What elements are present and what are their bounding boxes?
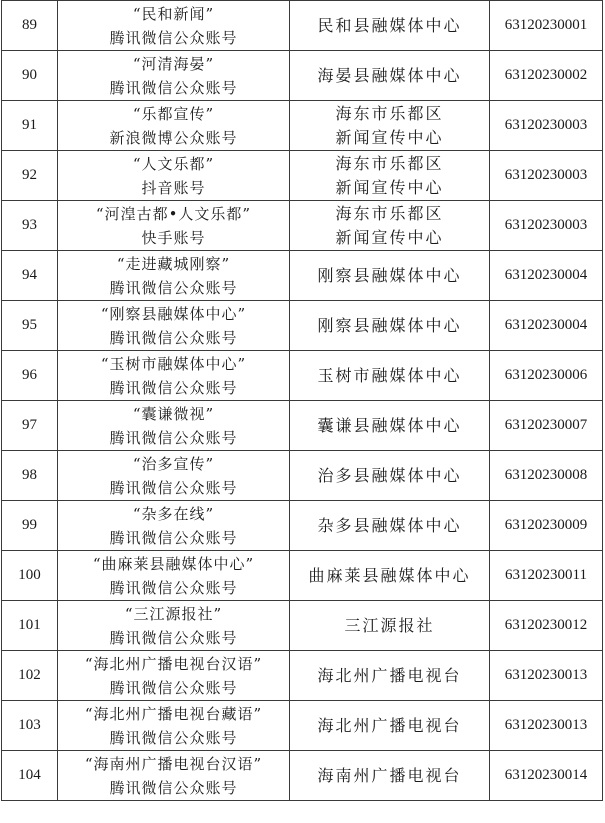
registration-code: 63120230012 (490, 601, 603, 651)
table-row (2, 651, 603, 701)
registration-code: 63120230013 (490, 701, 603, 751)
table-row (2, 301, 603, 351)
account-platform: 腾讯微信公众账号 (109, 328, 238, 347)
row-number: 94 (2, 251, 58, 301)
account-name: “河清海晏” (132, 54, 215, 73)
registration-code: 63120230004 (490, 301, 603, 351)
account-name: “走进藏城刚察” (116, 254, 231, 273)
table-row (2, 51, 603, 101)
table-row (2, 601, 603, 651)
account-name: “人文乐都” (132, 154, 215, 173)
organization-cell (290, 601, 490, 651)
organization-cell (290, 551, 490, 601)
row-number: 104 (2, 751, 58, 801)
account-platform: 腾讯微信公众账号 (109, 778, 238, 797)
registration-code: 63120230011 (490, 551, 603, 601)
table-row (2, 551, 603, 601)
account-name: “海南州广播电视台汉语” (84, 754, 263, 773)
organization-name-line: 新闻宣传中心 (335, 177, 444, 197)
row-number: 92 (2, 151, 58, 201)
table-row (2, 501, 603, 551)
table-row (2, 101, 603, 151)
registration-code: 63120230007 (490, 401, 603, 451)
organization-cell (290, 751, 490, 801)
organization-name-line: 民和县融媒体中心 (317, 15, 462, 35)
organization-cell (290, 701, 490, 751)
organization-cell (290, 201, 490, 251)
organization-cell (290, 301, 490, 351)
registration-code: 63120230002 (490, 51, 603, 101)
account-name: “刚察县融媒体中心” (100, 304, 247, 323)
account-name: “民和新闻” (132, 4, 215, 23)
registration-code: 63120230014 (490, 751, 603, 801)
account-cell (58, 601, 290, 651)
organization-name-line: 新闻宣传中心 (335, 127, 444, 147)
account-platform: 抖音账号 (141, 178, 206, 197)
organization-name-line: 海东市乐都区 (335, 153, 444, 173)
table-row (2, 751, 603, 801)
organization-name-line: 囊谦县融媒体中心 (317, 415, 462, 435)
table-row (2, 151, 603, 201)
account-cell (58, 701, 290, 751)
account-platform: 腾讯微信公众账号 (109, 28, 238, 47)
account-platform: 腾讯微信公众账号 (109, 578, 238, 597)
account-name: “河湟古都•人文乐都” (95, 204, 252, 223)
account-name: “治多宣传” (132, 454, 215, 473)
registration-code: 63120230003 (490, 101, 603, 151)
account-name: “乐都宣传” (132, 104, 215, 123)
account-cell (58, 1, 290, 51)
organization-name-line: 玉树市融媒体中心 (317, 365, 462, 385)
account-platform: 新浪微博公众账号 (109, 128, 238, 147)
account-platform: 腾讯微信公众账号 (109, 678, 238, 697)
row-number: 90 (2, 51, 58, 101)
organization-cell (290, 101, 490, 151)
account-name: “海北州广播电视台汉语” (84, 654, 263, 673)
row-number: 97 (2, 401, 58, 451)
registration-code: 63120230003 (490, 201, 603, 251)
organization-cell (290, 451, 490, 501)
organization-cell (290, 501, 490, 551)
registration-code: 63120230008 (490, 451, 603, 501)
organization-name-line: 刚察县融媒体中心 (317, 265, 462, 285)
organization-cell (290, 401, 490, 451)
account-name: “玉树市融媒体中心” (100, 354, 247, 373)
organization-cell (290, 651, 490, 701)
account-name: “曲麻莱县融媒体中心” (92, 554, 255, 573)
row-number: 99 (2, 501, 58, 551)
organization-cell (290, 351, 490, 401)
organization-name-line: 三江源报社 (344, 615, 435, 635)
row-number: 91 (2, 101, 58, 151)
organization-name-line: 刚察县融媒体中心 (317, 315, 462, 335)
row-number: 103 (2, 701, 58, 751)
account-name: “杂多在线” (132, 504, 215, 523)
registration-code: 63120230013 (490, 651, 603, 701)
registration-code: 63120230001 (490, 1, 603, 51)
organization-cell (290, 251, 490, 301)
table-row (2, 701, 603, 751)
account-name: “三江源报社” (124, 604, 223, 623)
row-number: 95 (2, 301, 58, 351)
organization-name-line: 海南州广播电视台 (317, 765, 462, 785)
account-platform: 腾讯微信公众账号 (109, 728, 238, 747)
organization-cell (290, 51, 490, 101)
table-row (2, 201, 603, 251)
account-cell (58, 301, 290, 351)
registration-code: 63120230004 (490, 251, 603, 301)
account-platform: 腾讯微信公众账号 (109, 78, 238, 97)
table-row (2, 451, 603, 501)
organization-name-line: 海晏县融媒体中心 (317, 65, 462, 85)
row-number: 89 (2, 1, 58, 51)
account-platform: 腾讯微信公众账号 (109, 478, 238, 497)
account-cell (58, 451, 290, 501)
organization-name-line: 海东市乐都区 (335, 203, 444, 223)
row-number: 100 (2, 551, 58, 601)
organization-name-line: 治多县融媒体中心 (317, 465, 462, 485)
account-platform: 腾讯微信公众账号 (109, 278, 238, 297)
registration-code: 63120230003 (490, 151, 603, 201)
table-row (2, 401, 603, 451)
account-cell (58, 151, 290, 201)
row-number: 93 (2, 201, 58, 251)
account-cell (58, 201, 290, 251)
table-row (2, 1, 603, 51)
account-cell (58, 51, 290, 101)
organization-name-line: 海东市乐都区 (335, 103, 444, 123)
account-platform: 腾讯微信公众账号 (109, 628, 238, 647)
registry-table-body (2, 1, 603, 801)
row-number: 101 (2, 601, 58, 651)
table-row (2, 351, 603, 401)
registration-code: 63120230009 (490, 501, 603, 551)
account-cell (58, 351, 290, 401)
organization-name-line: 海北州广播电视台 (317, 665, 462, 685)
row-number: 102 (2, 651, 58, 701)
account-cell (58, 551, 290, 601)
account-platform: 腾讯微信公众账号 (109, 378, 238, 397)
organization-name-line: 杂多县融媒体中心 (317, 515, 462, 535)
organization-cell (290, 151, 490, 201)
organization-name-line: 新闻宣传中心 (335, 227, 444, 247)
account-name: “海北州广播电视台藏语” (84, 704, 263, 723)
account-cell (58, 401, 290, 451)
account-platform: 腾讯微信公众账号 (109, 428, 238, 447)
account-cell (58, 251, 290, 301)
account-name: “囊谦微视” (132, 404, 215, 423)
organization-name-line: 海北州广播电视台 (317, 715, 462, 735)
account-cell (58, 101, 290, 151)
account-cell (58, 651, 290, 701)
account-platform: 快手账号 (141, 228, 206, 247)
table-row (2, 251, 603, 301)
account-cell (58, 501, 290, 551)
row-number: 96 (2, 351, 58, 401)
row-number: 98 (2, 451, 58, 501)
organization-cell (290, 1, 490, 51)
organization-name-line: 曲麻莱县融媒体中心 (308, 565, 471, 585)
registry-table (1, 0, 603, 801)
registration-code: 63120230006 (490, 351, 603, 401)
account-platform: 腾讯微信公众账号 (109, 528, 238, 547)
account-cell (58, 751, 290, 801)
